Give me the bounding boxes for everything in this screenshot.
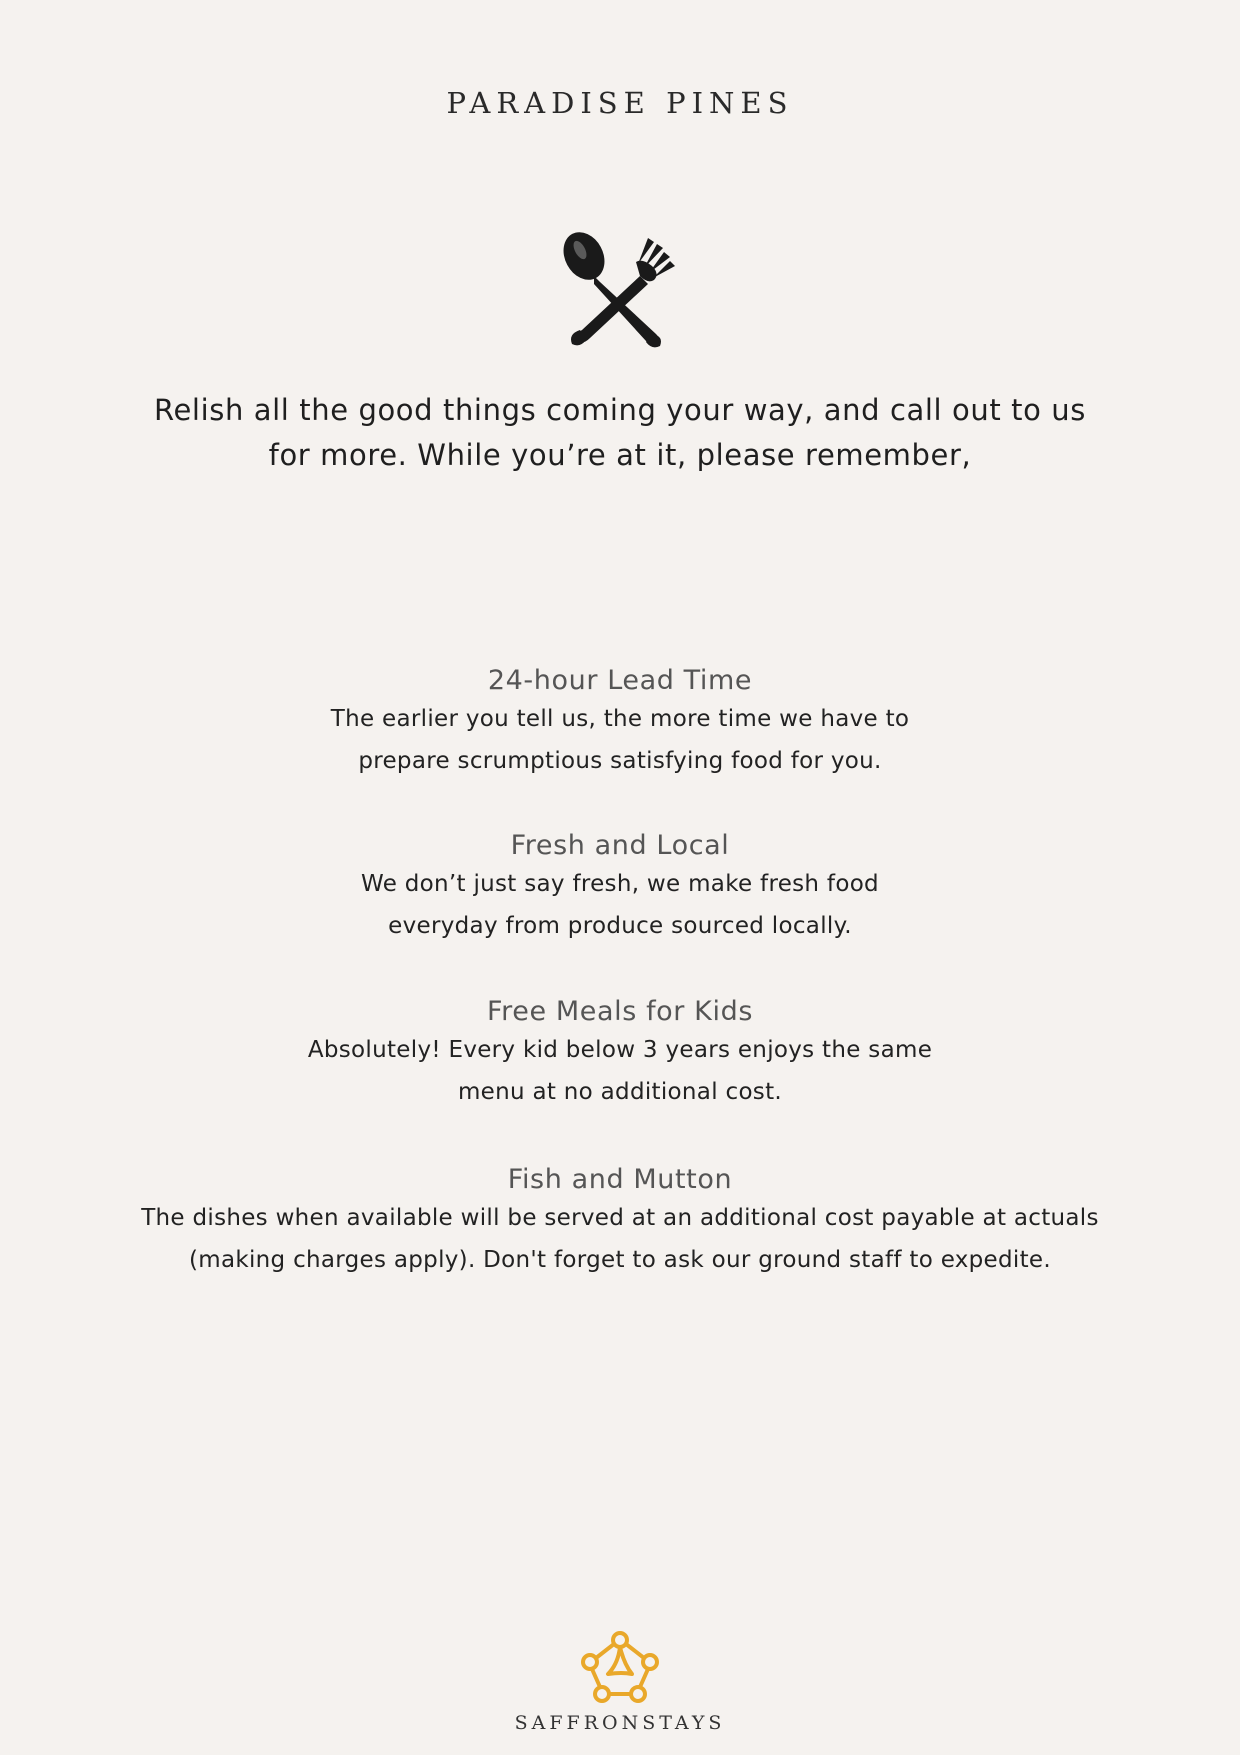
- section-heading: 24-hour Lead Time: [487, 665, 753, 696]
- intro-text: Relish all the good things coming your way, and call out to us for more. While you’re at it, please remember,: [154, 393, 1086, 472]
- section-free-meals-kids: [120, 995, 1120, 1113]
- section-heading: Fresh and Local: [510, 830, 730, 861]
- section-fish-mutton: [120, 1163, 1120, 1281]
- section-body: The earlier you tell us, the more time we have to prepare scrumptious satisfying food for you.: [330, 706, 910, 774]
- property-title: PARADISE PINES: [446, 86, 794, 120]
- section-heading: Fish and Mutton: [507, 1164, 733, 1195]
- brand-name: SAFFRONSTAYS: [514, 1712, 726, 1734]
- section-heading: Free Meals for Kids: [486, 996, 753, 1027]
- section-body: We don’t just say fresh, we make fresh food everyday from produce sourced locally.: [361, 871, 879, 939]
- spoon-fork-crossed-icon: [556, 230, 684, 354]
- section-lead-time: [120, 664, 1120, 782]
- section-body: The dishes when available will be served at an additional cost payable at actuals (making charges apply). Don't forget to ask our ground staff to expedite.: [141, 1205, 1099, 1273]
- saffronstays-logo-icon: [578, 1630, 662, 1706]
- section-fresh-local: [120, 829, 1120, 947]
- section-body: Absolutely! Every kid below 3 years enjoys the same menu at no additional cost.: [307, 1037, 933, 1105]
